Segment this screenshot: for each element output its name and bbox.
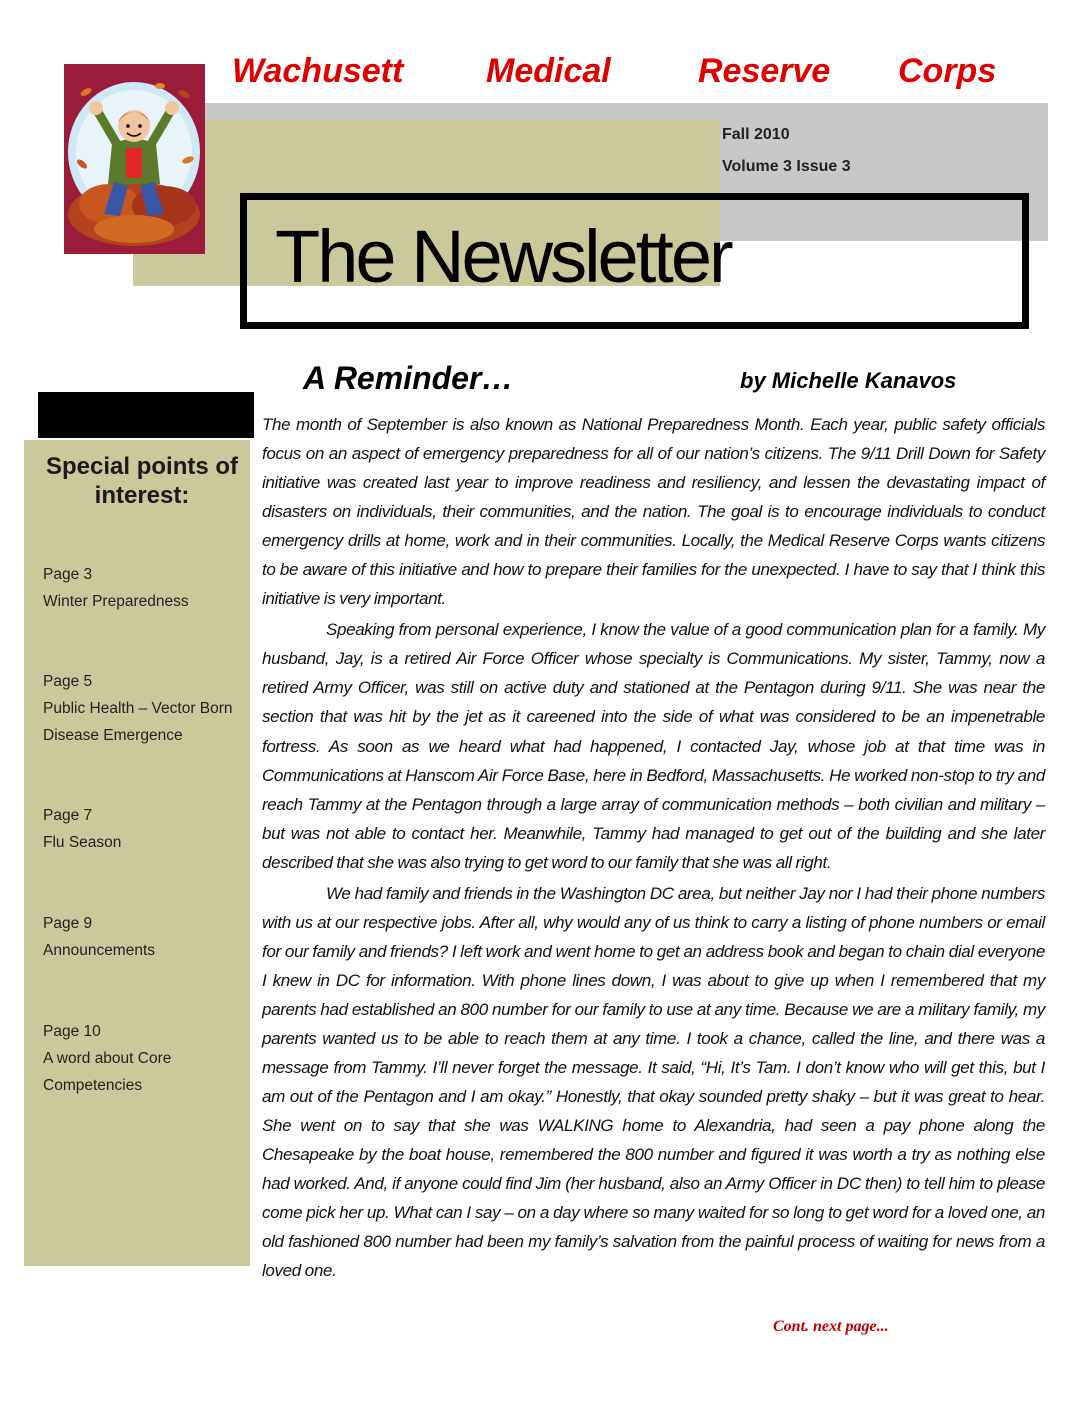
sidebar-heading: Special points of interest: (45, 453, 239, 509)
sidebar-item (43, 1018, 248, 1099)
sidebar-item (43, 668, 248, 749)
org-name-word-2: Medical (486, 52, 611, 90)
article-body (262, 410, 1045, 1287)
continued-next-page: Cont. next page... (773, 1318, 889, 1335)
sidebar-item (43, 561, 248, 615)
boy-in-leaves-icon (64, 64, 205, 254)
autumn-leaves-illustration (64, 64, 205, 254)
sidebar-black-bar (38, 392, 254, 438)
issue-season: Fall 2010 (722, 126, 790, 143)
sidebar-item-topic: A word about Core Competencies (43, 1050, 172, 1094)
article-title: A Reminder… (303, 360, 514, 396)
sidebar-item-page: Page 5 (43, 673, 93, 690)
article-byline: by Michelle Kanavos (740, 368, 957, 393)
sidebar-item-page: Page 7 (43, 807, 93, 824)
sidebar-item (43, 802, 248, 856)
sidebar-item-page: Page 9 (43, 915, 93, 932)
sidebar-item-topic: Public Health – Vector Born Disease Emergence (43, 700, 233, 744)
sidebar-item-topic: Winter Preparedness (43, 593, 189, 610)
org-name-word-4: Corps (898, 52, 997, 90)
org-name-word-3: Reserve (698, 52, 831, 90)
article-paragraph: We had family and friends in the Washington DC area, but neither Jay nor I had their phone numbers with us at our respective jobs. After all, why would any of us think to carry a listing of phone numbers or email for our family and friends? I left work and went home to get an address book and began to chain dial everyone I knew in DC for information. With phone lines down, I was about to give up when I remembered that my parents had established an 800 number for our family to use at any time. Because we are a military family, my parents wanted us to be able to reach them at any time. I took a chance, called the line, and there was a message from Tammy. I’ll never forget the message. It said, “Hi, It’s Tam. I don’t know who will get this, but I am out of the Pentagon and I am okay.” Honestly, that okay sounded pretty shaky – but it was great to hear. She went on to say that she was WALKING home to Alexandria, had seen a pay phone along the Chesapeake by the boat house, remembered the 800 number and figured it was worth a try as nothing else had worked. And, if anyone could find Jim (her husband, also an Army Officer in DC then) to tell him to please come pick her up. What can I say – on a day where so many waited for so long to get word for a loved one, an old fashioned 800 number had been my family’s salvation from the painful process of waiting for news from a loved one. (262, 883, 1045, 1281)
sidebar-item-topic: Flu Season (43, 834, 122, 851)
newsletter-title: The Newsletter (275, 215, 731, 298)
issue-volume: Volume 3 Issue 3 (722, 158, 851, 175)
article-paragraph: Speaking from personal experience, I know the value of a good communication plan for a family. My husband, Jay, is a retired Air Force Officer whose specialty is Communications. My sister, Tammy, now a retired Army Officer, was still on active duty and stationed at the Pentagon during 9/11. She was near the section that was hit by the jet as it careened into the side of what was considered to be an impenetrable fortress. As soon as we heard what had happened, I contacted Jay, whose job at that time was in Communications at Hanscom Air Force Base, here in Bedford, Massachusetts. He worked non-stop to try and reach Tammy at the Pentagon through a large array of communication methods – both civilian and military – but was not able to contact her. Meanwhile, Tammy had managed to get out of the building and she later described that she was also trying to get word to our family that she was all right. (262, 620, 1045, 872)
org-name-word-1: Wachusett (232, 52, 404, 90)
sidebar-item (43, 910, 248, 964)
article-paragraph: The month of September is also known as National Preparedness Month. Each year, public safety officials focus on an aspect of emergency preparedness for all of our nation’s citizens. The 9/11 Drill Down for Safety initiative was created last year to improve readiness and resiliency, and lessen the devastating impact of disasters on individuals, their communities, and the nation. The goal is to encourage individuals to conduct emergency drills at home, work and in their communities. Locally, the Medical Reserve Corps wants citizens to be aware of this initiative and how to prepare their families for the unexpected. I have to say that I think this initiative is very important. (262, 415, 1045, 609)
sidebar-item-topic: Announcements (43, 942, 156, 959)
sidebar-item-page: Page 3 (43, 566, 93, 583)
sidebar-item-page: Page 10 (43, 1023, 101, 1040)
